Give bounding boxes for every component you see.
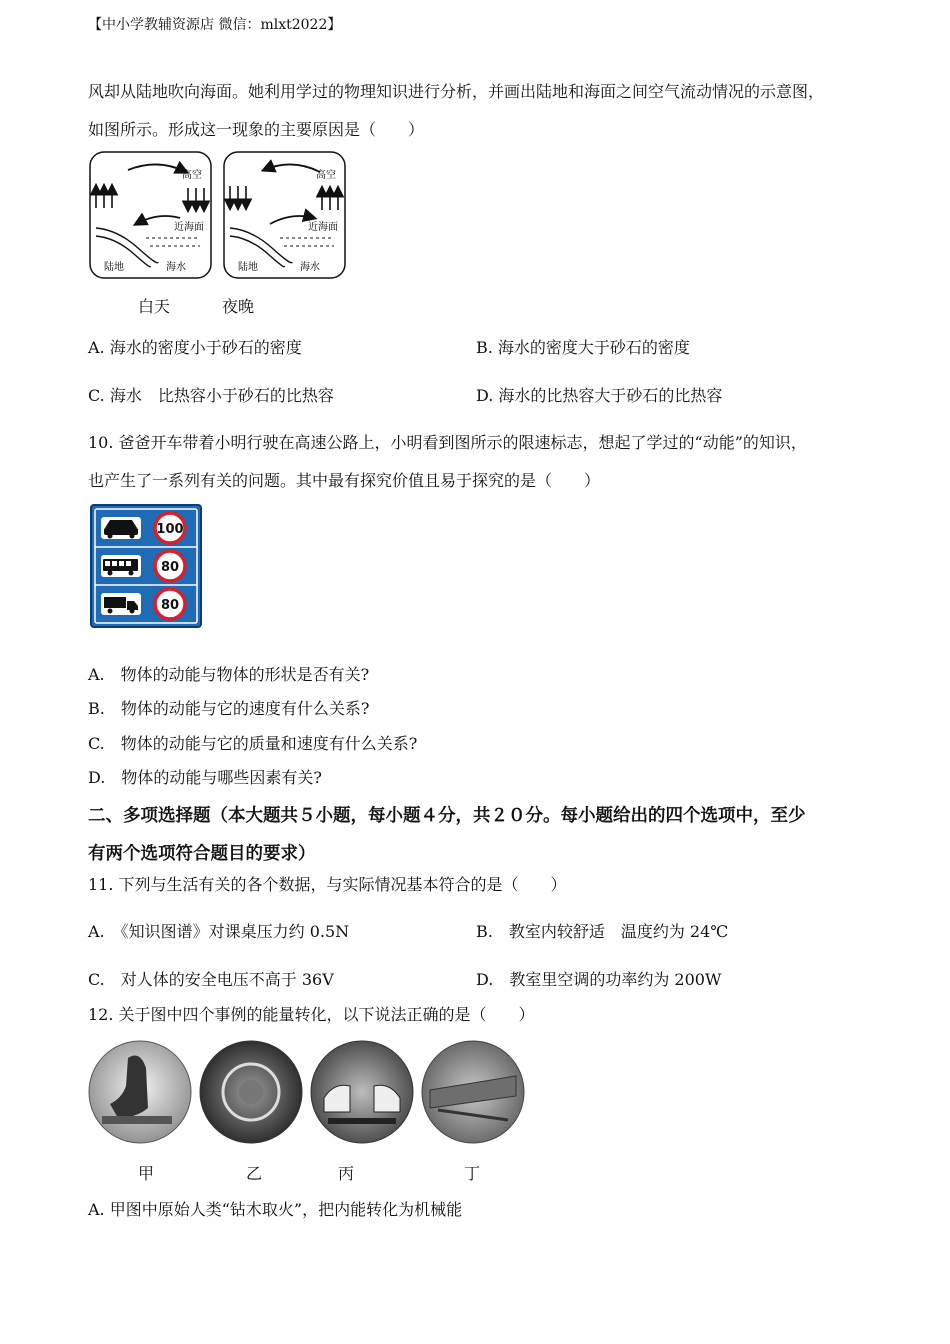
q9-option-d: D. 海水的比热容大于砂石的比热容 [476,386,723,405]
truck-icon [101,593,141,615]
section2-heading-line-2: 有两个选项符合题目的要求） [88,844,316,864]
q12-stem: 12. 关于图中四个事例的能量转化，以下说法正确的是（ ） [88,1005,535,1024]
day-label-high: 高空 [182,170,202,181]
speed-limit-sign [90,504,202,628]
caption-ding: 丁 [464,1164,481,1183]
day-label-sea: 海水 [166,262,186,273]
night-panel [224,152,345,278]
q10-line-2: 也产生了一系列有关的问题。其中最有探究价值且易于探究的是（ ） [88,471,601,490]
q12-option-a: A. 甲图中原始人类“钻木取火”，把内能转化为机械能 [88,1200,463,1219]
caption-bing: 丙 [338,1164,355,1183]
q11-option-a: A. 《知识图谱》对课桌压力约 0.5N [88,922,350,941]
sea-breeze-figure [88,150,350,282]
q10-option-d: D. 物体的动能与哪些因素有关? [88,768,322,787]
section2-heading-line-1: 二、多项选择题（本大题共５小题，每小题４分，共２０分。每小题给出的四个选项中，至少 [88,806,806,826]
caption-jia: 甲 [138,1164,155,1183]
intro-line-1: 风却从陆地吹向海面。她利用学过的物理知识进行分析，并画出陆地和海面之间空气流动情况的示意图， [88,82,825,101]
q11-option-d: D. 教室里空调的功率约为 200W [476,970,722,989]
caption-yi: 乙 [246,1164,263,1183]
car-limit-value: 100 [156,522,184,537]
q9-option-a: A. 海水的密度小于砂石的密度 [88,338,302,357]
q10-option-a: A. 物体的动能与物体的形状是否有关? [88,665,370,684]
q12-photos [88,1038,528,1148]
q11-option-b: B. 教室内较舒适 温度约为 24℃ [476,922,729,941]
q9-option-b: B. 海水的密度大于砂石的密度 [476,338,690,357]
intro-line-2: 如图所示。形成这一现象的主要原因是（ ） [88,120,425,139]
q10-line-1: 10. 爸爸开车带着小明行驶在高速公路上，小明看到图所示的限速标志，想起了学过的“动能”的知识， [88,433,807,452]
photo-bing-trains [311,1041,413,1143]
car-icon [101,517,141,539]
night-label-high: 高空 [316,170,336,181]
day-label-land: 陆地 [104,262,124,273]
q10-option-c: C. 物体的动能与它的质量和速度有什么关系? [88,734,418,753]
truck-limit-value: 80 [160,598,180,613]
bus-limit-value: 80 [160,560,180,575]
page-header: 【中小学教辅资源店 微信：mlxt2022】 [88,17,342,33]
caption-day: 白天 [138,297,171,316]
photo-ding-solar-panels [422,1041,524,1143]
q10-option-b: B. 物体的动能与它的速度有什么关系? [88,699,370,718]
day-label-near: 近海面 [174,222,204,233]
q11-stem: 11. 下列与生活有关的各个数据，与实际情况基本符合的是（ ） [88,875,567,894]
night-label-near: 近海面 [308,222,338,233]
caption-night: 夜晚 [222,297,255,316]
night-label-sea: 海水 [300,262,320,273]
night-label-land: 陆地 [238,262,258,273]
photo-yi-engine [200,1041,302,1143]
photo-jia-fire-drill [89,1041,191,1143]
bus-icon [101,555,141,577]
day-panel [90,152,211,278]
q11-option-c: C. 对人体的安全电压不高于 36V [88,970,334,989]
q9-option-c: C. 海水 比热容小于砂石的比热容 [88,386,334,405]
